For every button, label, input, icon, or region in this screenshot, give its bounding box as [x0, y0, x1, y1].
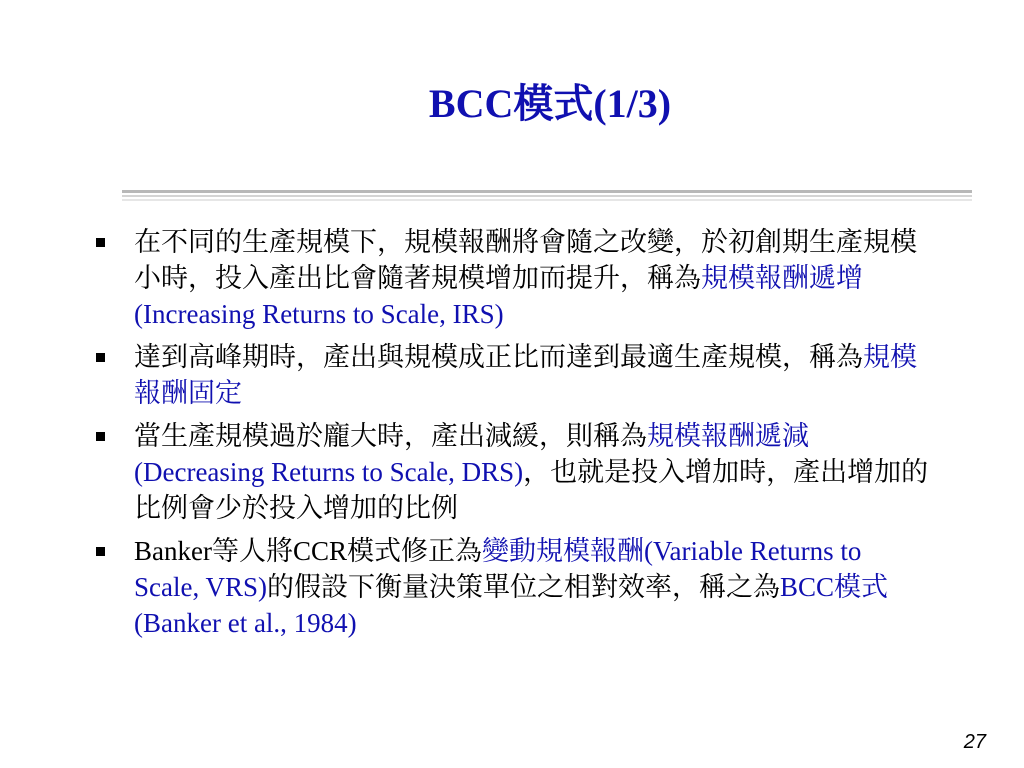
title-divider [122, 190, 972, 193]
bullet-highlight-text: 規模報酬遞增(Increasing Returns to Scale, IRS) [134, 263, 863, 329]
slide-title: BCC模式(1/3) [428, 81, 672, 126]
bullet-highlight-text: 規模報酬遞減(Decreasing Returns to Scale, DRS) [134, 421, 809, 487]
bullet-text: 在不同的生產規模下，規模報酬將會隨之改變，於初創期生產規模小時，投入產出比會隨著規模增加而提升，稱為 [134, 227, 917, 293]
square-bullet-icon [96, 353, 105, 362]
bullet-list [92, 224, 932, 648]
bullet-text: 當生產規模過於龐大時，產出減緩，則稱為 [134, 421, 647, 451]
bullet-highlight-text: BCC模式(Banker et al., 1984) [134, 572, 889, 638]
bullet-text: 的假設下衡量決策單位之相對效率，稱之為 [267, 572, 780, 602]
title-divider-shadow [122, 195, 972, 197]
square-bullet-icon [96, 238, 105, 247]
bullet-text: ，也就是投入增加時，產出增加的比例會少於投入增加的比例 [134, 457, 929, 523]
bullet-item [92, 339, 932, 411]
title-divider-shadow-light [122, 199, 972, 201]
page-number: 27 [963, 731, 986, 753]
bullet-highlight-text: 變動規模報酬(Variable Returns to Scale, VRS) [134, 536, 862, 602]
bullet-item [92, 418, 932, 526]
bullet-highlight-text: 規模報酬固定 [134, 342, 917, 408]
bullet-text: 達到高峰期時，產出與規模成正比而達到最適生產規模，稱為 [134, 342, 863, 372]
bullet-item [92, 224, 932, 332]
square-bullet-icon [96, 432, 105, 441]
square-bullet-icon [96, 547, 105, 556]
bullet-item [92, 533, 932, 641]
bullet-text: Banker等人將CCR模式修正為 [134, 536, 482, 566]
